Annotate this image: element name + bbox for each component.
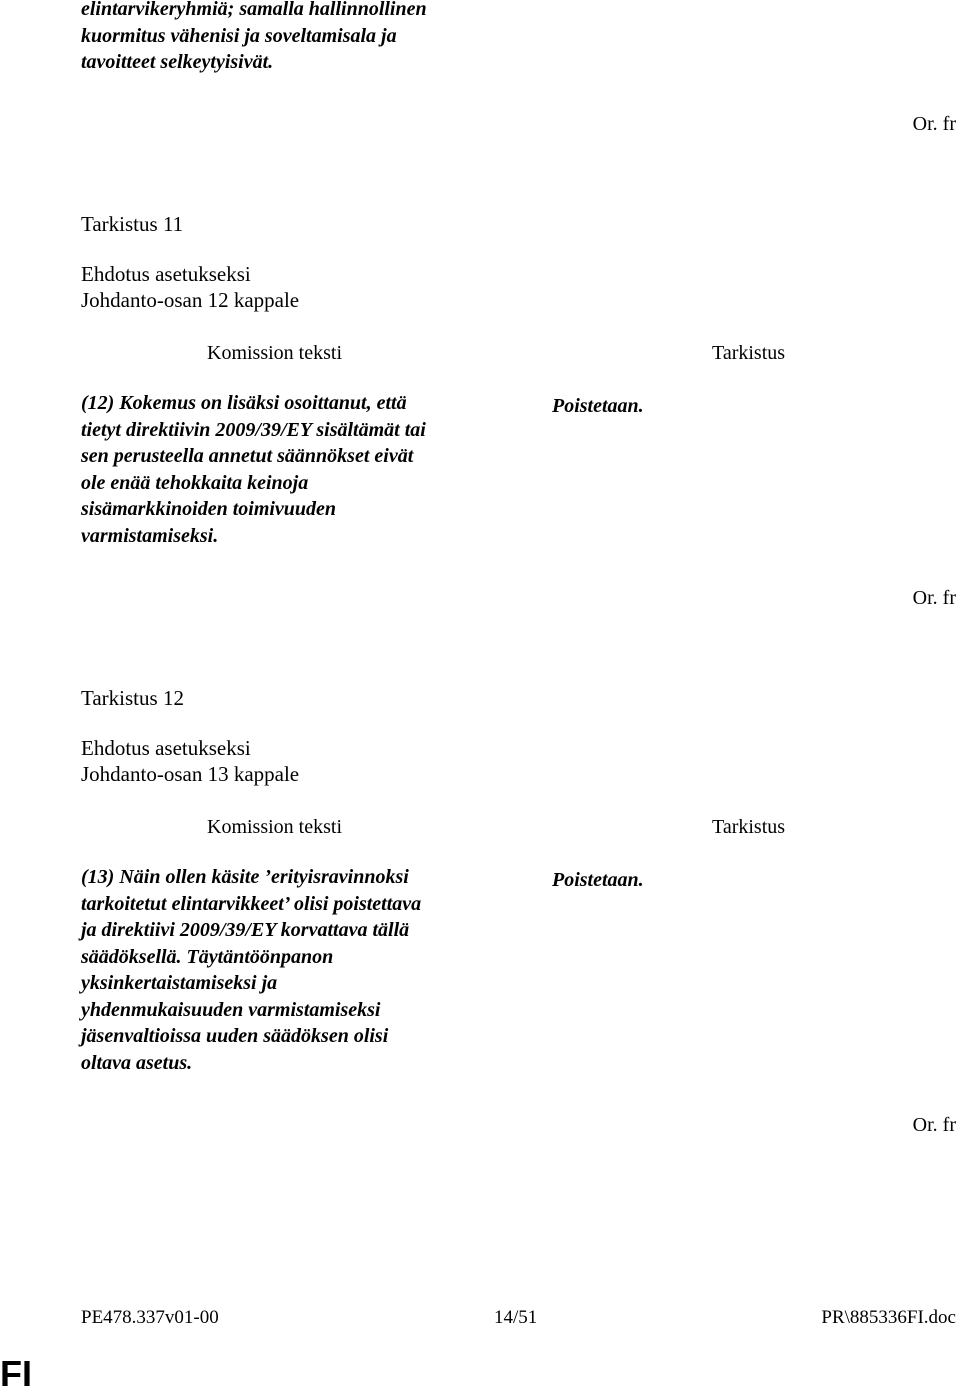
amendment-text: Poistetaan.	[552, 395, 644, 417]
original-language-label: Or. fr	[912, 113, 956, 135]
footer-file-name: PR\885336FI.doc	[821, 1307, 956, 1328]
footer-doc-reference: PE478.337v01-00	[81, 1307, 219, 1328]
article-reference: Johdanto-osan 12 kappale	[81, 288, 300, 312]
language-code: FI	[0, 1353, 32, 1394]
proposal-label: Ehdotus asetukseksi	[81, 736, 251, 760]
commission-line: ole enää tehokkaita keinoja	[81, 471, 309, 494]
commission-line: säädöksellä. Täytäntöönpanon	[81, 945, 334, 968]
commission-line: sisämarkkinoiden toimivuuden	[81, 498, 337, 520]
original-language-label: Or. fr	[912, 1114, 956, 1136]
intro-line: elintarvikeryhmiä; samalla hallinnollinen	[81, 0, 427, 20]
commission-line: sen perusteella annetut säännökset eivät	[81, 445, 414, 467]
intro-line: kuormitus vähenisi ja soveltamisala ja	[81, 24, 397, 47]
article-reference: Johdanto-osan 13 kappale	[81, 762, 300, 786]
proposal-label: Ehdotus asetukseksi	[81, 262, 251, 286]
commission-text	[81, 390, 501, 549]
commission-line: varmistamiseksi.	[81, 524, 219, 547]
commission-text-header: Komission teksti	[207, 816, 343, 838]
commission-line: ja direktiivi 2009/39/EY korvattava tällä	[81, 919, 410, 941]
original-language-label: Or. fr	[912, 587, 956, 609]
commission-line: yksinkertaistamiseksi ja	[81, 972, 278, 994]
commission-line: yhdenmukaisuuden varmistamiseksi	[81, 998, 381, 1021]
commission-line: (12) Kokemus on lisäksi osoittanut, että	[81, 392, 407, 414]
commission-line: tarkoitetut elintarvikkeet’ olisi poistettava	[81, 892, 422, 915]
amendment-header: Tarkistus	[712, 816, 786, 838]
commission-line: (13) Näin ollen käsite ’erityisravinnoksi	[81, 866, 409, 888]
commission-text-header: Komission teksti	[207, 342, 343, 364]
footer-page-number: 14/51	[494, 1307, 538, 1328]
commission-line: oltava asetus.	[81, 1051, 193, 1074]
amendment-header: Tarkistus	[712, 342, 786, 364]
amendment-title: Tarkistus 11	[81, 212, 184, 236]
commission-line: tietyt direktiivin 2009/39/EY sisältämät tai	[81, 418, 426, 441]
commission-text	[81, 864, 501, 1076]
amendment-text: Poistetaan.	[552, 869, 644, 891]
intro-paragraph	[81, 0, 501, 76]
amendment-title: Tarkistus 12	[81, 686, 184, 710]
commission-line: jäsenvaltioissa uuden säädöksen olisi	[81, 1025, 389, 1047]
intro-line: tavoitteet selkeytyisivät.	[81, 51, 274, 73]
